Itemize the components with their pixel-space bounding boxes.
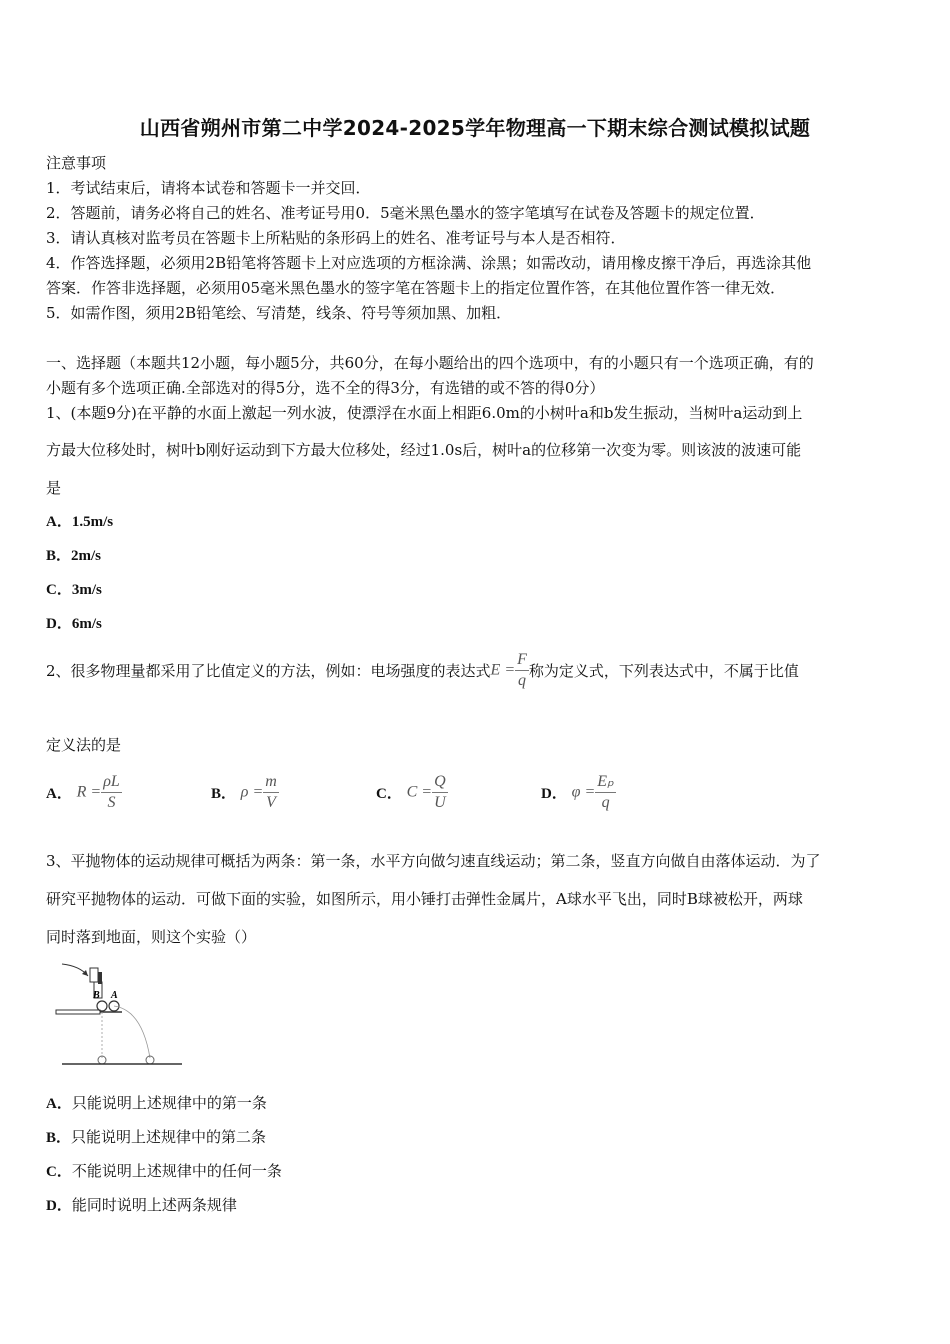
question-2-stem: 定义法的是: [46, 736, 122, 754]
q1-option-c[interactable]: C．3m/s: [46, 582, 102, 598]
q1-option-a[interactable]: A．1.5m/s: [46, 514, 114, 530]
notice-item: 4．作答选择题，必须用2B铅笔将答题卡上对应选项的方框涂满、涂黑；如需改动，请用橡皮擦干净后，再选涂其他: [46, 254, 812, 272]
q2-option-a[interactable]: A． R = $\frac{\rho L}{S}$: [46, 773, 120, 811]
question-2-stem: 2、很多物理量都采用了比值定义的方法，例如：电场强度的表达式E = $\frac{F}{q}$ 称为定义式，下列表达式中，不属于比值: [46, 651, 799, 689]
notice-item: 1．考试结束后，请将本试卷和答题卡一并交回．: [46, 179, 371, 197]
q3-option-c[interactable]: C．不能说明上述规律中的任何一条: [46, 1162, 282, 1180]
section-intro: 一、选择题（本题共12小题，每小题5分，共60分，在每小题给出的四个选项中，有的小题只有一个选项正确，有的: [46, 354, 814, 372]
notice-item: 3．请认真核对监考员在答题卡上所粘贴的条形码上的姓名、准考证号与本人是否相符．: [46, 229, 626, 247]
formula-e-field: E = $\frac{F}{q}$: [490, 651, 527, 689]
question-3-stem: 研究平抛物体的运动．可做下面的实验，如图所示，用小锤打击弹性金属片，A球水平飞出，同时B球被松开，两球: [46, 890, 803, 908]
question-1-stem: 方最大位移处时，树叶b刚好运动到下方最大位移处，经过1.0s后，树叶a的位移第一次变为零。则该波的波速可能: [46, 441, 802, 459]
question-3-stem: 3、平抛物体的运动规律可概括为两条：第一条，水平方向做匀速直线运动；第二条，竖直方向做自由落体运动．为了: [46, 852, 821, 870]
formula-option-b: ρ = $\frac{m}{V}$: [240, 773, 277, 811]
q1-option-d[interactable]: D．6m/s: [46, 616, 102, 632]
label-b: B: [93, 990, 100, 1001]
projectile-experiment-figure: [52, 958, 187, 1070]
formula-option-c: C = $\frac{Q}{U}$: [406, 773, 446, 811]
formula-option-a: R = $\frac{\rho L}{S}$: [76, 773, 120, 811]
q3-option-b[interactable]: B．只能说明上述规律中的第二条: [46, 1128, 267, 1146]
page-title: 山西省朔州市第二中学2024-2025学年物理高一下期末综合测试模拟试题: [139, 116, 811, 140]
notice-heading: 注意事项: [46, 154, 107, 172]
q2-option-b[interactable]: B． ρ = $\frac{m}{V}$: [211, 773, 277, 811]
q2-option-c[interactable]: C． C = $\frac{Q}{U}$: [376, 773, 446, 811]
question-1-stem: 1、(本题9分)在平静的水面上激起一列水波，使漂浮在水面上相距6.0m的小树叶a和b发生振动，当树叶a运动到上: [46, 404, 803, 422]
notice-item: 5．如需作图，须用2B铅笔绘、写清楚，线条、符号等须加黑、加粗．: [46, 304, 512, 322]
notice-item: 2．答题前，请务必将自己的姓名、准考证号用0．5毫米黑色墨水的签字笔填写在试卷及答题卡的规定位置．: [46, 204, 765, 222]
q2-option-d[interactable]: D． φ = $\frac{\text{Eₚ}}{q}$: [541, 773, 614, 811]
q1-option-b[interactable]: B．2m/s: [46, 548, 102, 564]
question-3-stem: 同时落到地面，则这个实验（）: [46, 928, 257, 946]
q3-option-a[interactable]: A．只能说明上述规律中的第一条: [46, 1094, 267, 1112]
notice-item: 答案．作答非选择题，必须用05毫米黑色墨水的签字笔在答题卡上的指定位置作答，在其他位置作答一律无效．: [46, 279, 786, 297]
q3-option-d[interactable]: D．能同时说明上述两条规律: [46, 1196, 237, 1214]
question-1-stem: 是: [46, 479, 62, 497]
section-intro: 小题有多个选项正确.全部选对的得5分，选不全的得3分，有选错的或不答的得0分）: [46, 379, 605, 397]
label-a: A: [111, 990, 118, 1001]
formula-option-d: φ = $\frac{\text{Eₚ}}{q}$: [571, 773, 614, 811]
